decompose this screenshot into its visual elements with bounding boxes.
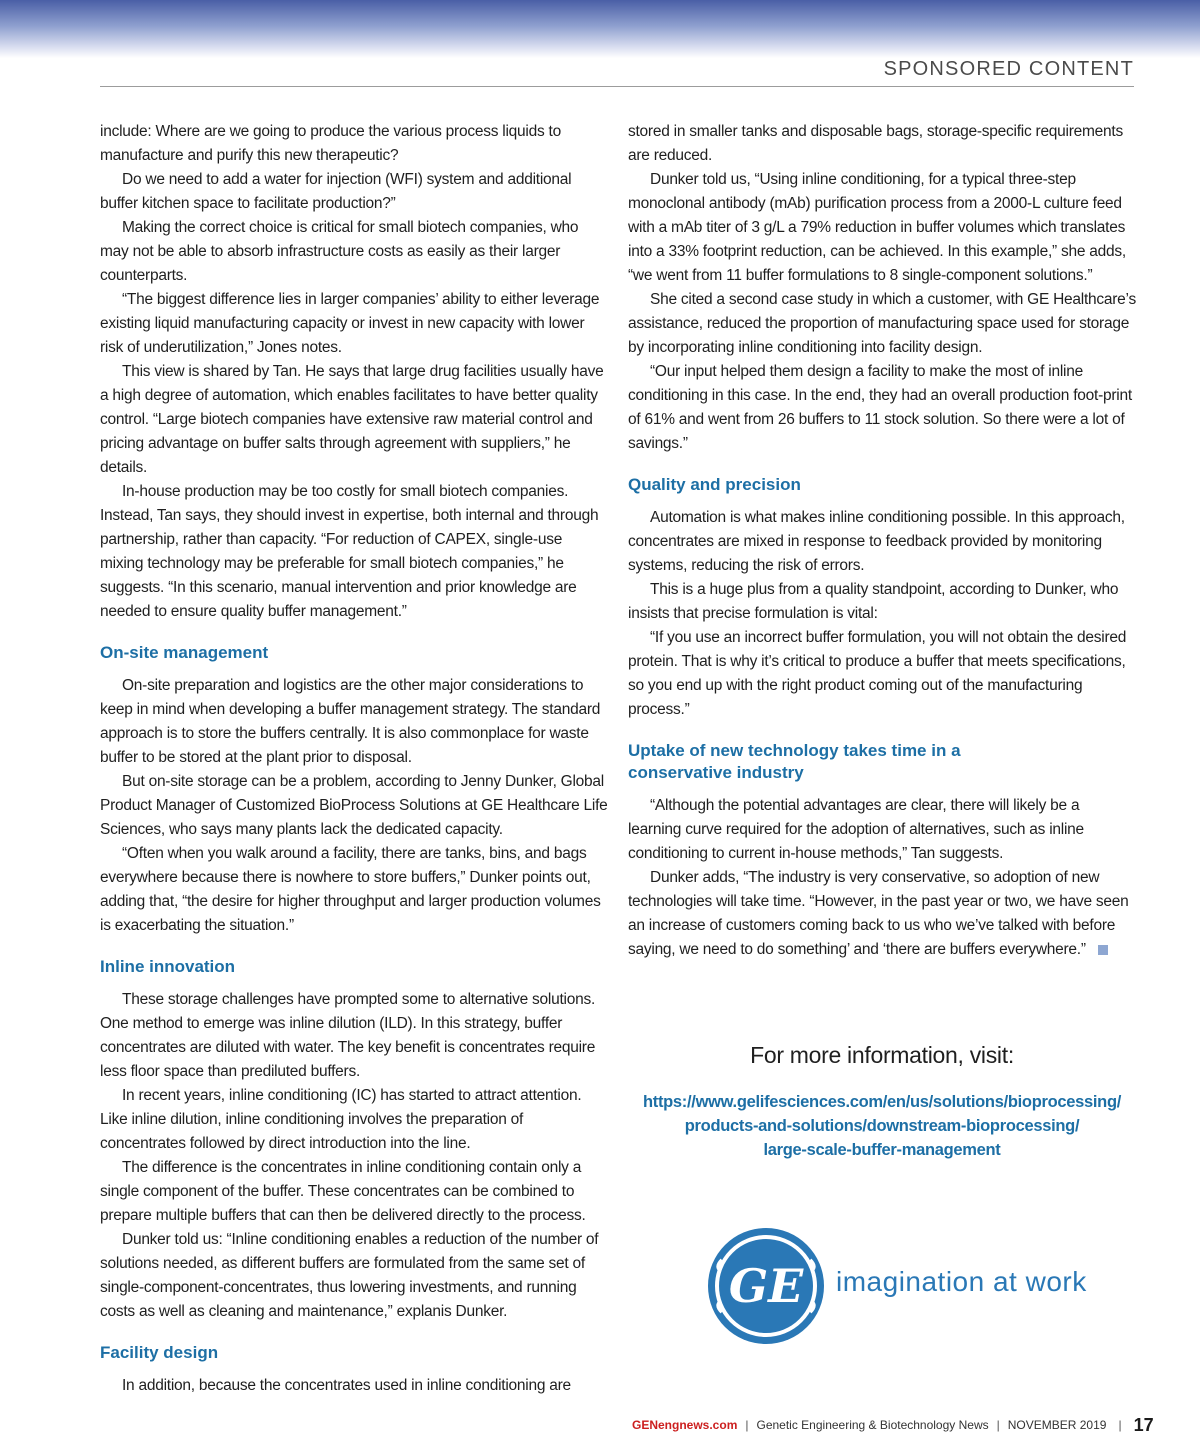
- paragraph: Do we need to add a water for injection (WFI) system and additional buffer kitchen space to facilitate production?”: [100, 171, 572, 212]
- page-number: 17: [1133, 1415, 1154, 1435]
- paragraph: In addition, because the concentrates used in inline conditioning are: [122, 1377, 571, 1394]
- header-rule: [100, 86, 1134, 87]
- footer-publication: Genetic Engineering & Biotechnology News: [756, 1418, 989, 1432]
- paragraph: “Often when you walk around a facility, there are tanks, bins, and bags everywhere because there is nowhere to store buffers,” Dunker points out, adding that, “the desire for higher throughput and larger production volumes is exacerbating the situation.”: [100, 845, 601, 934]
- paragraph: Dunker told us, “Using inline conditioning, for a typical three-step monoclonal antibody (mAb) purification process from a 2000-L culture feed with a mAb titer of 3 g/L a 79% reduction in buffer volumes which translates into a 33% footprint reduction, can be achieved. In this example,” she adds, “we went from 11 buffer formulations to 8 single-component solutions.”: [628, 171, 1126, 284]
- url-line[interactable]: https://www.gelifesciences.com/en/us/solutions/bioprocessing/: [642, 1093, 1122, 1111]
- logo-tagline: imagination at work: [836, 1266, 1087, 1297]
- section-heading: Uptake of new technology takes time in a conservative industry: [628, 741, 961, 782]
- paragraph-text: Dunker adds, “The industry is very conservative, so adoption of new technologies will take time. “However, in the past year or two, we have seen an increase of customers coming back to us who we’ve talked with before saying, we need to do something’ and ‘there are buffers everywhere.”: [628, 869, 1129, 958]
- paragraph: In recent years, inline conditioning (IC) has started to attract attention. Like inline dilution, inline conditioning involves the preparation of concentrates followed by direct introduction into the line.: [100, 1087, 582, 1152]
- footer-separator: |: [1118, 1418, 1122, 1432]
- paragraph: She cited a second case study in which a customer, with GE Healthcare’s assistance, reduced the proportion of manufacturing space used for storage by incorporating inline conditioning into facility design.: [628, 291, 1136, 356]
- header-band: [0, 0, 1200, 58]
- footer-separator: |: [745, 1418, 749, 1432]
- paragraph: Automation is what makes inline conditioning possible. In this approach, concentrates are mixed in response to feedback provided by monitoring systems, reducing the risk of errors.: [628, 509, 1125, 574]
- url-line[interactable]: large-scale-buffer-management: [763, 1141, 1001, 1159]
- paragraph: The difference is the concentrates in inline conditioning contain only a single component of the buffer. These concentrates can be combined to prepare multiple buffers that can then be delivered directly to the process.: [100, 1159, 586, 1224]
- paragraph: [628, 866, 1136, 962]
- paragraph: This is a huge plus from a quality standpoint, according to Dunker, who insists that precise formulation is vital:: [628, 581, 1119, 622]
- paragraph: But on-site storage can be a problem, according to Jenny Dunker, Global Product Manager of Customized BioProcess Solutions at GE Healthcare Life Sciences, who says many plants lack the dedicated capacity.: [100, 773, 608, 838]
- ge-logo-mark: GE: [728, 1259, 804, 1313]
- paragraph: include: Where are we going to produce the various process liquids to manufacture and purify this new therapeutic?: [100, 123, 561, 164]
- section-heading: Facility design: [100, 1343, 219, 1362]
- paragraph: On-site preparation and logistics are the other major considerations to keep in mind when developing a buffer management strategy. The standard approach is to store the buffers centrally. It is also commonplace for waste buffer to be stored at the plant prior to disposal.: [100, 677, 601, 766]
- left-column: [100, 120, 608, 1398]
- paragraph: In-house production may be too costly for small biotech companies. Instead, Tan says, they should invest in expertise, both internal and through partnership, rather than capacity. “For reduction of CAPEX, single-use mixing technology may be preferable for small biotech companies,” he suggests. “In this scenario, manual intervention and prior knowledge are needed to ensure quality buffer management.”: [100, 483, 599, 620]
- paragraph: “Although the potential advantages are clear, there will likely be a learning curve required for the adoption of alternatives, such as inline conditioning to current in-house methods,” Tan suggests.: [628, 797, 1084, 862]
- paragraph: “The biggest difference lies in larger companies’ ability to either leverage existing liquid manufacturing capacity or invest in new capacity with lower risk of underutilization,” Jones notes.: [100, 291, 600, 356]
- footer-issue: NOVEMBER 2019: [1007, 1418, 1107, 1432]
- right-column: [628, 120, 1136, 962]
- paragraph: Dunker told us: “Inline conditioning enables a reduction of the number of solutions needed, as different buffers are formulated from the same set of single-component-concentrates, thus lowering investments, and running costs as well as cleaning and maintenance,” explanis Dunker.: [100, 1231, 599, 1320]
- section-heading: On-site management: [100, 643, 269, 662]
- section-heading: Inline innovation: [100, 957, 236, 976]
- paragraph: “If you use an incorrect buffer formulation, you will not obtain the desired protein. That is why it’s critical to produce a buffer that meets specifications, so you end up with the right product coming out of the manufacturing process.”: [628, 629, 1127, 718]
- paragraph: “Our input helped them design a facility to make the most of inline conditioning in this case. In the end, they had an overall production foot-print of 61% and went from 26 buffers to 11 stock solution. So there were a lot of savings.”: [628, 363, 1132, 452]
- paragraph: This view is shared by Tan. He says that large drug facilities usually have a high degree of automation, which enables facilitates to have better quality control. “Large biotech companies have extensive raw material control and pricing advantage on buffer salts through agreement with suppliers,” he details.: [100, 363, 604, 476]
- sponsored-label: SPONSORED CONTENT: [883, 58, 1134, 80]
- section-heading: Quality and precision: [628, 475, 801, 494]
- end-mark-icon: [1098, 945, 1108, 955]
- footer-separator: |: [996, 1418, 1000, 1432]
- url-line[interactable]: products-and-solutions/downstream-bioprocessing/: [684, 1117, 1080, 1135]
- ge-logo-icon: [706, 1226, 826, 1346]
- footer-brand[interactable]: GENengnews.com: [632, 1418, 738, 1432]
- footer: [632, 1415, 1154, 1436]
- more-info-heading: For more information, visit:: [750, 1042, 1014, 1068]
- more-info-link[interactable]: [628, 1090, 1136, 1162]
- paragraph: stored in smaller tanks and disposable bags, storage-specific requirements are reduced.: [628, 123, 1123, 164]
- paragraph: Making the correct choice is critical for small biotech companies, who may not be able to absorb infrastructure costs as easily as their larger counterparts.: [100, 219, 579, 284]
- paragraph: These storage challenges have prompted some to alternative solutions. One method to emerge was inline dilution (ILD). In this strategy, buffer concentrates are diluted with water. The key benefit is concentrates require less floor space than prediluted buffers.: [100, 991, 596, 1080]
